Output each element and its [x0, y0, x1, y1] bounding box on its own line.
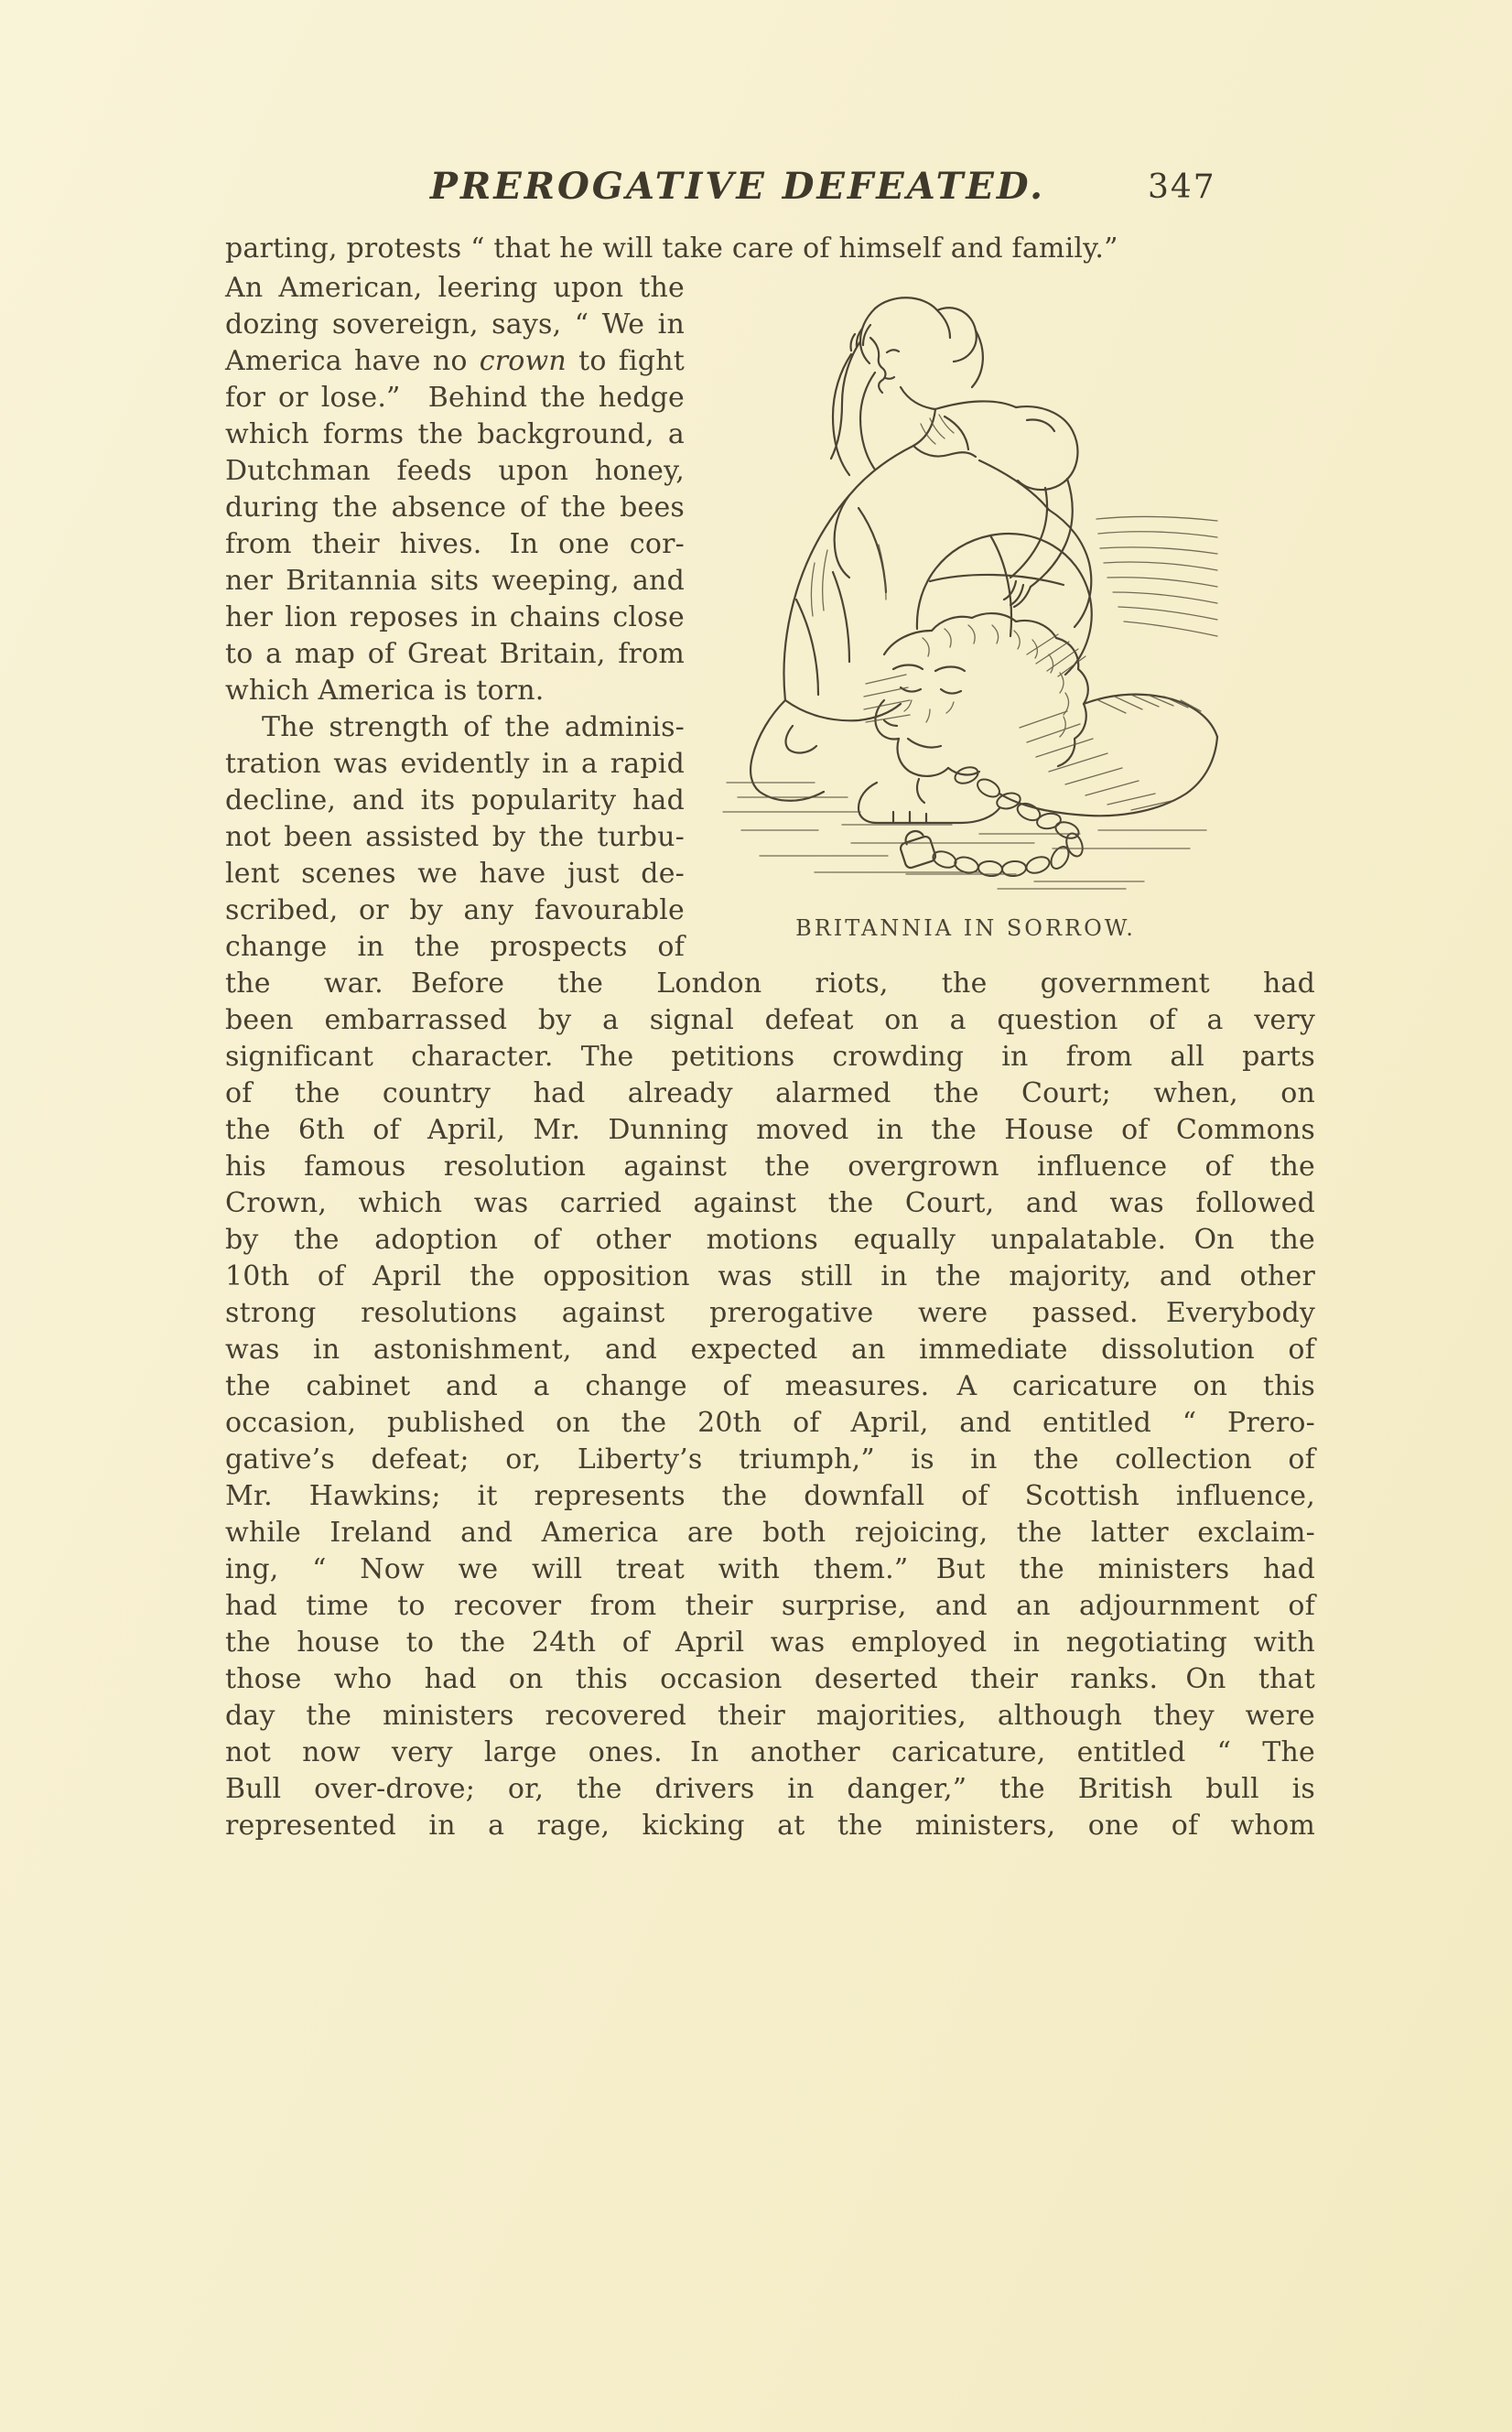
text-line: the house to the 24th of April was employed in negotiating with: [225, 1627, 1315, 1659]
text-line: the war. Before the London riots, the government had: [225, 967, 1315, 1000]
text-line: decline, and its popularity had: [225, 784, 685, 816]
text-line: been embarrassed by a signal defeat on a question of a very: [225, 1004, 1315, 1036]
text-line: ing, “ Now we will treat with them.” But the ministers had: [225, 1553, 1315, 1585]
text-line: occasion, published on the 20th of April, and entitled “ Prero-: [225, 1407, 1315, 1439]
text-line: which America is torn.: [225, 675, 545, 707]
text-line: America have no crown to fight: [225, 345, 685, 377]
text-line: 10th of April the opposition was still in the majority, and other: [225, 1260, 1315, 1292]
text-line: her lion reposes in chains close: [225, 601, 685, 633]
text-line: Dutchman feeds upon honey,: [225, 455, 685, 487]
text-line: the 6th of April, Mr. Dunning moved in the House of Commons: [225, 1114, 1315, 1146]
running-title: PREROGATIVE DEFEATED.: [429, 165, 1046, 208]
text-line: not now very large ones. In another caricature, entitled “ The: [225, 1736, 1315, 1768]
text-line: represented in a rage, kicking at the ministers, one of whom: [225, 1810, 1315, 1842]
text-line: while Ireland and America are both rejoicing, the latter exclaim-: [225, 1517, 1315, 1549]
text-line: the cabinet and a change of measures. A caricature on this: [225, 1370, 1315, 1402]
text-line: not been assisted by the turbu-: [225, 821, 685, 853]
text-line: during the absence of the bees: [225, 492, 685, 524]
text-line: to a map of Great Britain, from: [225, 638, 685, 670]
text-line: An American, leering upon the: [225, 272, 685, 304]
text-line: Bull over-drove; or, the drivers in danger,” the British bull is: [225, 1773, 1315, 1805]
text-line: day the ministers recovered their majorities, although they were: [225, 1700, 1315, 1732]
text-line: those who had on this occasion deserted their ranks. On that: [225, 1663, 1315, 1695]
text-line: from their hives. In one cor-: [225, 528, 685, 560]
text-line: was in astonishment, and expected an immediate dissolution of: [225, 1334, 1315, 1366]
text-line: his famous resolution against the overgrown influence of the: [225, 1151, 1315, 1183]
chain-icon: [931, 764, 1085, 877]
text-line: scribed, or by any favourable: [225, 894, 685, 926]
text-line: dozing sovereign, says, “ We in: [225, 308, 685, 340]
text-line: by the adoption of other motions equally unpalatable. On the: [225, 1224, 1315, 1256]
text-line: significant character. The petitions crowding in from all parts: [225, 1041, 1315, 1073]
text-line: strong resolutions against prerogative were passed. Everybody: [225, 1297, 1315, 1329]
text-line: Mr. Hawkins; it represents the downfall of Scottish influence,: [225, 1480, 1315, 1512]
page-number: 347: [1148, 168, 1216, 206]
text-line: for or lose.” Behind the hedge: [225, 382, 685, 414]
text-line: gative’s defeat; or, Liberty’s triumph,” is in the collection of: [225, 1443, 1315, 1475]
text-line: lent scenes we have just de-: [225, 858, 685, 890]
padlock-icon: [900, 828, 937, 869]
column-paragraph-second: [225, 709, 685, 966]
paragraph-continuation-line: parting, protests “ that he will take care of himself and family.”: [225, 232, 1118, 265]
text-line: which forms the background, a: [225, 418, 685, 450]
text-line: The strength of the adminis-: [262, 711, 685, 743]
illustration-caption: BRITANNIA IN SORROW.: [795, 915, 1136, 941]
text-line: Crown, which was carried against the Court, and was followed: [225, 1187, 1315, 1219]
text-line: ner Britannia sits weeping, and: [225, 565, 685, 597]
illustration-figure: [696, 270, 1236, 947]
text-line: of the country had already alarmed the Court; when, on: [225, 1077, 1315, 1109]
britannia-in-sorrow-illustration: [705, 270, 1226, 902]
column-paragraph-first: [225, 270, 685, 709]
main-paragraph: [225, 966, 1315, 1844]
text-line: had time to recover from their surprise, and an adjournment of: [225, 1590, 1315, 1622]
text-line: tration was evidently in a rapid: [225, 748, 685, 780]
text-line: change in the prospects of: [225, 931, 685, 963]
